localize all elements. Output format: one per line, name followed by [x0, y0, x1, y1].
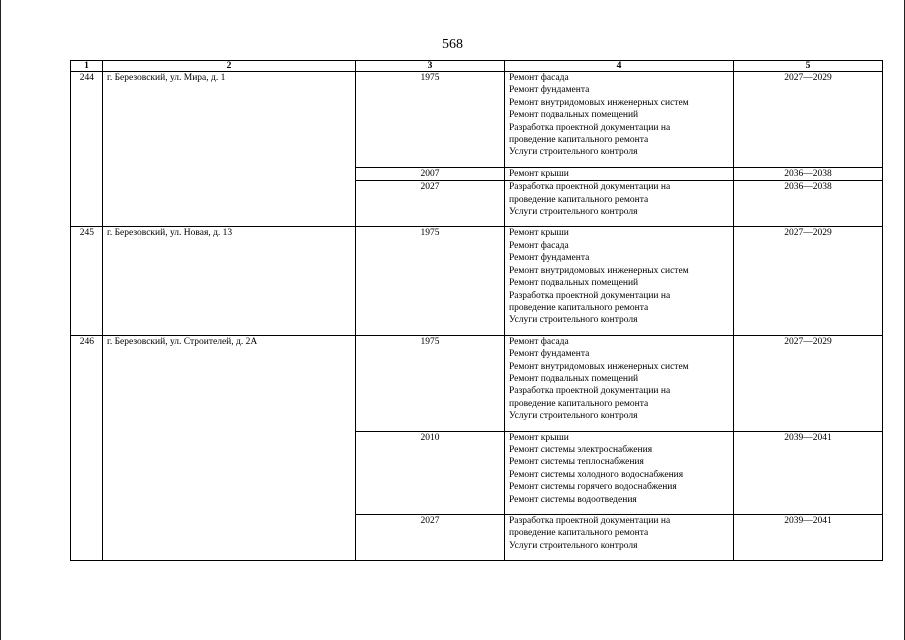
work-item: Разработка проектной документации на — [509, 290, 671, 301]
work-item: Ремонт фасада — [509, 336, 569, 347]
works-cell — [505, 515, 734, 561]
table-row — [71, 227, 883, 335]
header-col-1: 1 — [71, 61, 103, 72]
period-cell: 2039—2041 — [734, 515, 883, 561]
table-body — [71, 72, 883, 561]
work-item: Разработка проектной документации на — [509, 182, 671, 193]
work-item: Ремонт внутридомовых инженерных систем — [509, 361, 689, 372]
capital-repair-table — [70, 60, 883, 561]
work-item: Ремонт подвальных помещений — [509, 373, 639, 384]
year-cell: 1975 — [356, 227, 505, 335]
cell-spacer — [509, 423, 729, 431]
header-col-3: 3 — [356, 61, 505, 72]
year-cell: 2027 — [356, 181, 505, 227]
work-item: Услуги строительного контроля — [509, 207, 638, 218]
row-number: 244 — [71, 72, 103, 227]
work-item: Ремонт внутридомовых инженерных систем — [509, 265, 689, 276]
work-item: проведение капитального ремонта — [509, 302, 649, 313]
work-item: Разработка проектной документации на — [509, 122, 671, 133]
work-item: Ремонт внутридомовых инженерных систем — [509, 97, 689, 108]
cell-spacer — [509, 506, 729, 514]
work-item: Ремонт системы холодного водоснабжения — [509, 469, 684, 480]
year-cell: 2010 — [356, 431, 505, 514]
work-item: Ремонт фасада — [509, 240, 569, 251]
work-item: Ремонт крыши — [509, 432, 569, 443]
row-number: 245 — [71, 227, 103, 335]
work-item: Услуги строительного контроля — [509, 540, 638, 551]
works-cell — [505, 167, 734, 180]
period-cell: 2039—2041 — [734, 431, 883, 514]
work-item: Ремонт фундамента — [509, 85, 590, 96]
header-row — [71, 61, 883, 72]
works-cell — [505, 72, 734, 168]
work-item: Ремонт фасада — [509, 73, 569, 83]
work-item: Ремонт подвальных помещений — [509, 110, 639, 121]
cell-spacer — [509, 159, 729, 167]
work-item: Ремонт подвальных помещений — [509, 278, 639, 289]
work-item: Разработка проектной документации на — [509, 516, 671, 526]
header-col-2: 2 — [103, 61, 356, 72]
cell-spacer — [509, 327, 729, 335]
row-number: 246 — [71, 335, 103, 561]
work-item: Услуги строительного контроля — [509, 147, 638, 158]
year-cell: 2007 — [356, 167, 505, 180]
cell-spacer — [509, 552, 729, 560]
period-cell: 2027—2029 — [734, 335, 883, 431]
work-item: Ремонт системы водоотведения — [509, 494, 637, 505]
work-item: Ремонт крыши — [509, 228, 569, 239]
table-row — [71, 72, 883, 168]
period-cell: 2027—2029 — [734, 72, 883, 168]
period-cell: 2036—2038 — [734, 181, 883, 227]
work-item: Услуги строительного контроля — [509, 411, 638, 422]
works-cell — [505, 181, 734, 227]
header-col-4: 4 — [505, 61, 734, 72]
page-number: 568 — [442, 37, 463, 52]
table-row — [71, 335, 883, 431]
work-item: проведение капитального ремонта — [509, 135, 649, 146]
year-cell: 1975 — [356, 335, 505, 431]
period-cell: 2036—2038 — [734, 167, 883, 180]
work-item: Ремонт фундамента — [509, 253, 590, 264]
scan-left-edge — [0, 0, 1, 640]
work-item: Ремонт крыши — [509, 168, 569, 179]
cell-spacer — [509, 218, 729, 226]
address-cell: г. Березовский, ул. Строителей, д. 2А — [103, 335, 356, 561]
address-cell: г. Березовский, ул. Новая, д. 13 — [103, 227, 356, 335]
works-cell — [505, 431, 734, 514]
address-cell: г. Березовский, ул. Мира, д. 1 — [103, 72, 356, 227]
works-cell — [505, 227, 734, 335]
work-item: Ремонт фундамента — [509, 349, 590, 360]
work-item: Ремонт системы электроснабжения — [509, 444, 653, 455]
year-cell: 1975 — [356, 72, 505, 168]
work-item: Услуги строительного контроля — [509, 315, 638, 326]
work-item: проведение капитального ремонта — [509, 398, 649, 409]
header-col-5: 5 — [734, 61, 883, 72]
work-item: Ремонт системы теплоснабжения — [509, 457, 644, 468]
works-cell — [505, 335, 734, 431]
period-cell: 2027—2029 — [734, 227, 883, 335]
work-item: проведение капитального ремонта — [509, 528, 649, 539]
work-item: Ремонт системы горячего водоснабжения — [509, 482, 677, 493]
work-item: Разработка проектной документации на — [509, 386, 671, 397]
year-cell: 2027 — [356, 515, 505, 561]
work-item: проведение капитального ремонта — [509, 194, 649, 205]
